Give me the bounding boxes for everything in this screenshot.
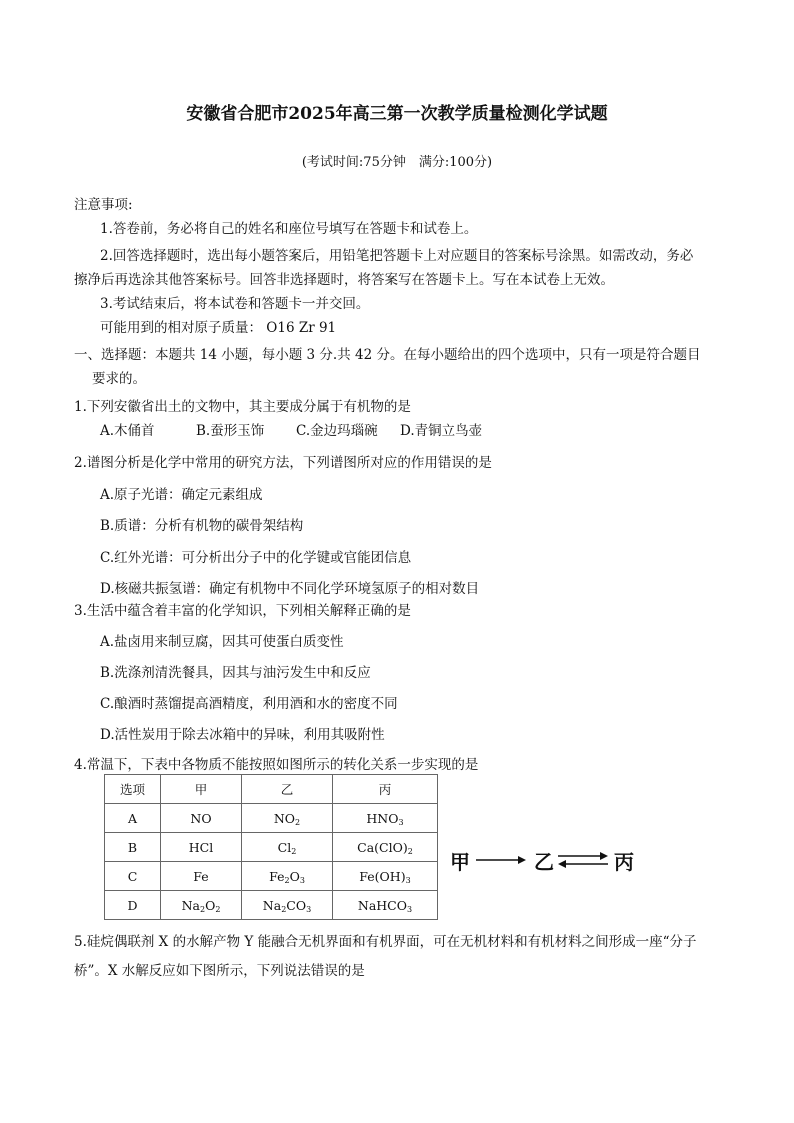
header-cell: 甲 bbox=[161, 775, 242, 804]
table-row bbox=[105, 833, 438, 862]
notice-item: 3.考试结束后，将本试卷和答题卡一并交回。 bbox=[100, 296, 370, 312]
arrow-right-icon bbox=[474, 854, 528, 866]
option-a: A.木俑首 bbox=[100, 423, 155, 439]
formula-cell: HCl bbox=[161, 833, 242, 862]
node-bing: 丙 bbox=[614, 850, 634, 874]
option-cell: A bbox=[105, 804, 161, 833]
option-a: A.原子光谱：确定元素组成 bbox=[100, 487, 263, 503]
formula-cell: $HNO_3$ bbox=[333, 804, 438, 833]
table-row bbox=[105, 891, 438, 920]
table-row bbox=[105, 862, 438, 891]
option-b: B.洗涤剂清洗餐具，因其与油污发生中和反应 bbox=[100, 665, 371, 681]
reversible-arrow-icon bbox=[556, 850, 610, 870]
conversion-table bbox=[104, 774, 438, 920]
question-3-stem: 3.生活中蕴含着丰富的化学知识，下列相关解释正确的是 bbox=[74, 603, 411, 619]
option-c: C.金边玛瑙碗 bbox=[296, 423, 378, 439]
option-b: B.蚕形玉饰 bbox=[196, 423, 265, 439]
exam-info: (考试时间:75分钟 满分:100分) bbox=[301, 155, 493, 170]
option-cell: B bbox=[105, 833, 161, 862]
notice-item-cont: 擦净后再选涂其他答案标号。回答非选择题时，将答案写在答题卡上。写在本试卷上无效。 bbox=[74, 272, 614, 288]
notice-item: 2.回答选择题时，选出每小题答案后，用铅笔把答题卡上对应题目的答案标号涂黑。如需改动，务必 bbox=[100, 248, 694, 264]
option-d: D.活性炭用于除去冰箱中的异味，利用其吸附性 bbox=[100, 727, 385, 743]
formula-cell: $Na_2CO_3$ bbox=[242, 891, 333, 920]
question-1-options bbox=[100, 423, 482, 439]
question-4-stem: 4.常温下，下表中各物质不能按照如图所示的转化关系一步实现的是 bbox=[74, 757, 479, 773]
question-1-stem: 1.下列安徽省出土的文物中，其主要成分属于有机物的是 bbox=[74, 399, 411, 415]
atomic-mass-note: 可能用到的相对原子质量： O16 Zr 91 bbox=[100, 320, 337, 336]
notice-heading: 注意事项: bbox=[74, 197, 133, 213]
question-5-stem-cont: 桥”。X 水解反应如下图所示，下列说法错误的是 bbox=[74, 963, 365, 979]
table-header-row bbox=[105, 775, 438, 804]
formula-cell: $Fe_2O_3$ bbox=[242, 862, 333, 891]
notice-item: 1.答卷前，务必将自己的姓名和座位号填写在答题卡和试卷上。 bbox=[100, 221, 478, 237]
option-a: A.盐卤用来制豆腐，因其可使蛋白质变性 bbox=[100, 634, 344, 650]
table-row bbox=[105, 804, 438, 833]
option-d: D.核磁共振氢谱：确定有机物中不同化学环境氢原子的相对数目 bbox=[100, 581, 480, 597]
formula-cell: Fe bbox=[161, 862, 242, 891]
option-cell: D bbox=[105, 891, 161, 920]
question-2-stem: 2.谱图分析是化学中常用的研究方法，下列谱图所对应的作用错误的是 bbox=[74, 455, 492, 471]
formula-cell: $Na_2O_2$ bbox=[161, 891, 242, 920]
header-cell: 选项 bbox=[105, 775, 161, 804]
node-jia: 甲 bbox=[450, 850, 470, 874]
option-c: C.酿酒时蒸馏提高酒精度，利用酒和水的密度不同 bbox=[100, 696, 398, 712]
header-cell: 乙 bbox=[242, 775, 333, 804]
formula-cell: $Fe(OH)_3$ bbox=[333, 862, 438, 891]
option-d: D.青铜立鸟壶 bbox=[400, 423, 483, 439]
formula-cell: $Ca(ClO)_2$ bbox=[333, 833, 438, 862]
conversion-diagram bbox=[450, 842, 636, 878]
section-heading: 一、选择题：本题共 14 小题，每小题 3 分.共 42 分。在每小题给出的四个选项中，只有一项是符合题目 bbox=[74, 347, 701, 363]
option-cell: C bbox=[105, 862, 161, 891]
formula-cell: NaHCO$_3$ bbox=[333, 891, 438, 920]
question-5-stem: 5.硅烷偶联剂 X 的水解产物 Y 能融合无机界面和有机界面，可在无机材料和有机材料之间形成一座“分子 bbox=[74, 934, 697, 950]
option-b: B.质谱：分析有机物的碳骨架结构 bbox=[100, 518, 304, 534]
option-c: C.红外光谱：可分析出分子中的化学键或官能团信息 bbox=[100, 550, 412, 566]
section-heading-cont: 要求的。 bbox=[92, 371, 146, 387]
page-title: 安徽省合肥市2025年高三第一次教学质量检测化学试题 bbox=[186, 104, 608, 124]
formula-cell: $Cl_2$ bbox=[242, 833, 333, 862]
formula-cell: $NO_2$ bbox=[242, 804, 333, 833]
node-yi: 乙 bbox=[534, 850, 554, 874]
formula-cell: NO bbox=[161, 804, 242, 833]
header-cell: 丙 bbox=[333, 775, 438, 804]
